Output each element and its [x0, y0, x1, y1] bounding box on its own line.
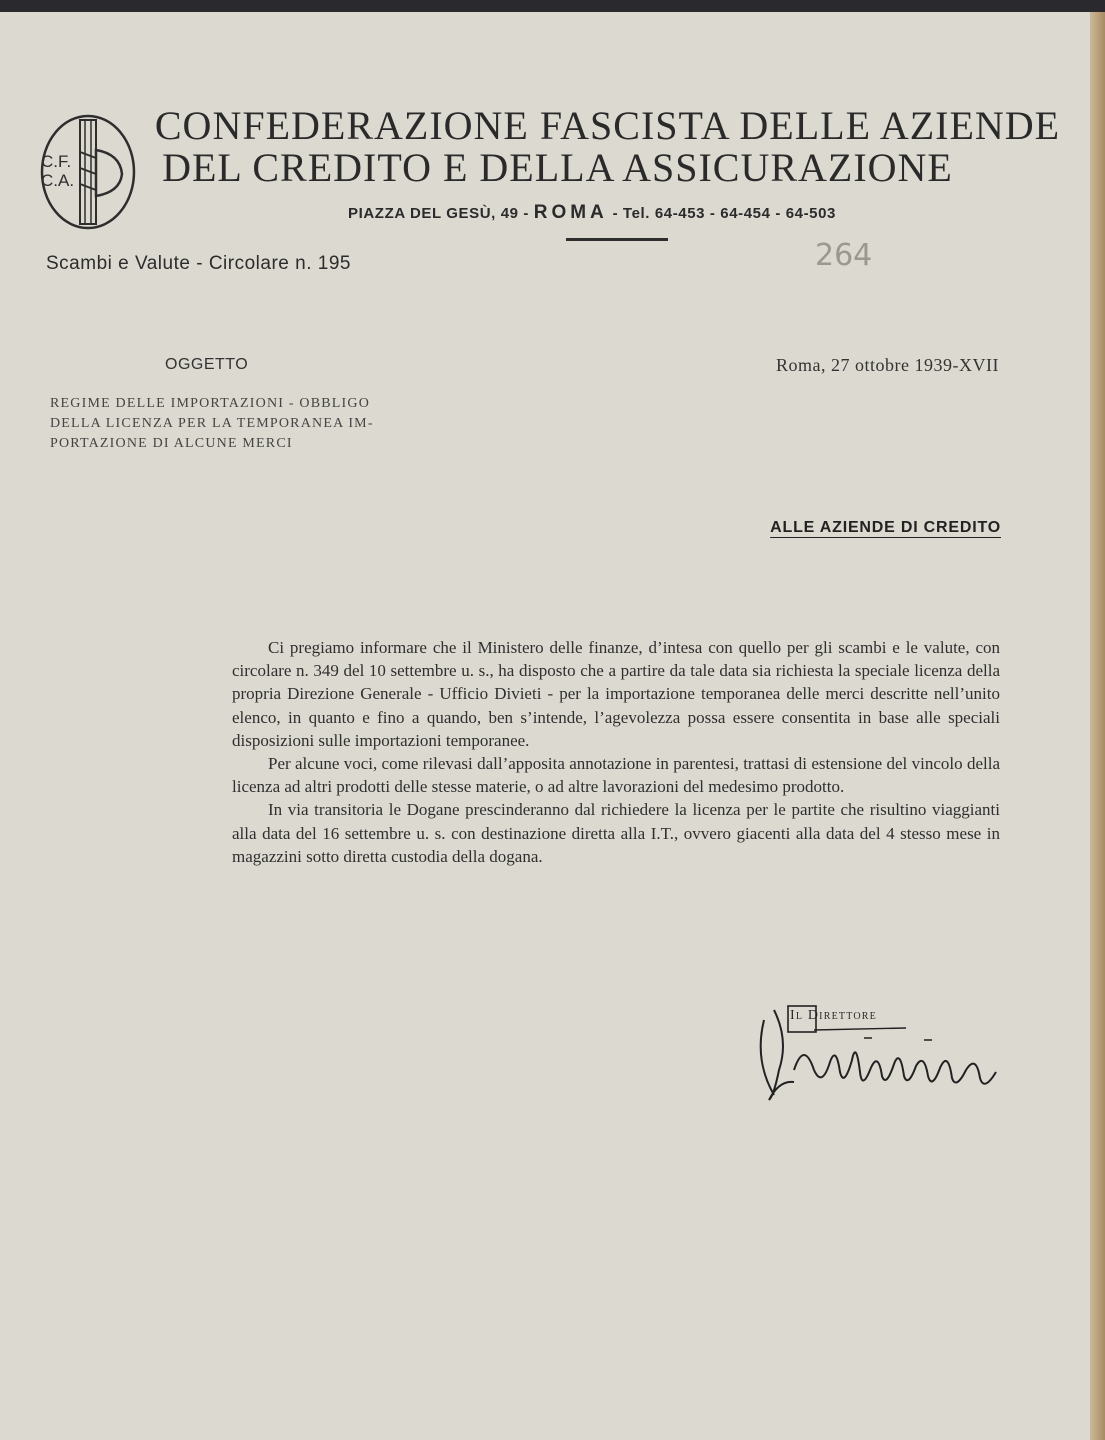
subject-line: DELLA LICENZA PER LA TEMPORANEA IM- — [50, 416, 374, 431]
letter-body — [232, 636, 1000, 868]
letterhead-title-line-2: DEL CREDITO E DELLA ASSICURAZIONE — [162, 145, 953, 190]
handwritten-number: 264 — [815, 238, 873, 273]
subject-line: PORTAZIONE DI ALCUNE MERCI — [50, 436, 293, 451]
address-street: PIAZZA DEL GESÙ, 49 - — [348, 205, 534, 222]
scan-top-border — [0, 0, 1105, 12]
body-paragraph: In via transitoria le Dogane prescinderanno dal richiedere la licenza per le partite che risultino viaggianti alla data del 16 settembre u. s. con destinazione diretta alla I.T., ovvero giacenti alla data del 4 stesso mese in magazzini sotto diretta custodia della dogana. — [232, 800, 1000, 866]
signatory-title: Il Direttore — [790, 1008, 877, 1023]
letterhead-address — [348, 202, 836, 224]
page-edge — [1090, 12, 1105, 1440]
subject-text — [50, 394, 430, 454]
address-city: ROMA — [533, 202, 608, 223]
circular-reference: Scambi e Valute - Circolare n. 195 — [46, 253, 351, 274]
letterhead-title-line-1: CONFEDERAZIONE FASCISTA DELLE AZIENDE — [154, 103, 1061, 148]
letterhead-rule — [566, 238, 668, 241]
subject-line: REGIME DELLE IMPORTAZIONI - OBBLIGO — [50, 396, 371, 411]
handwritten-signature — [744, 1000, 1014, 1110]
recipient: ALLE AZIENDE DI CREDITO — [770, 519, 1001, 536]
address-phone: - Tel. 64-453 - 64-454 - 64-503 — [607, 205, 837, 222]
letter-date: Roma, 27 ottobre 1939-XVII — [776, 355, 999, 375]
svg-text:C.A.: C.A. — [41, 171, 75, 190]
body-paragraph: Per alcune voci, come rilevasi dall’apposita annotazione in parentesi, trattasi di estensione del vincolo della licenza ad altri prodotti delle stesse materie, o ad altre lavorazioni del medesimo prodotto. — [232, 754, 1000, 797]
body-paragraph: Ci pregiamo informare che il Ministero delle finanze, d’intesa con quello per gli scambi e le valute, con circolare n. 349 del 10 settembre u. s., ha disposto che a partire da tale data sia richiesta la speciale licenza della propria Direzione Generale - Ufficio Divieti - per la importazione temporanea delle merci descritte nell’unito elenco, in quanto e fino a quando, ben s’intende, l’agevolezza possa essere consentita in base alle speciali disposizioni sulle importazioni temporanee. — [232, 638, 1000, 750]
svg-text:C.F.: C.F. — [41, 152, 72, 171]
subject-label: OGGETTO — [165, 356, 249, 373]
